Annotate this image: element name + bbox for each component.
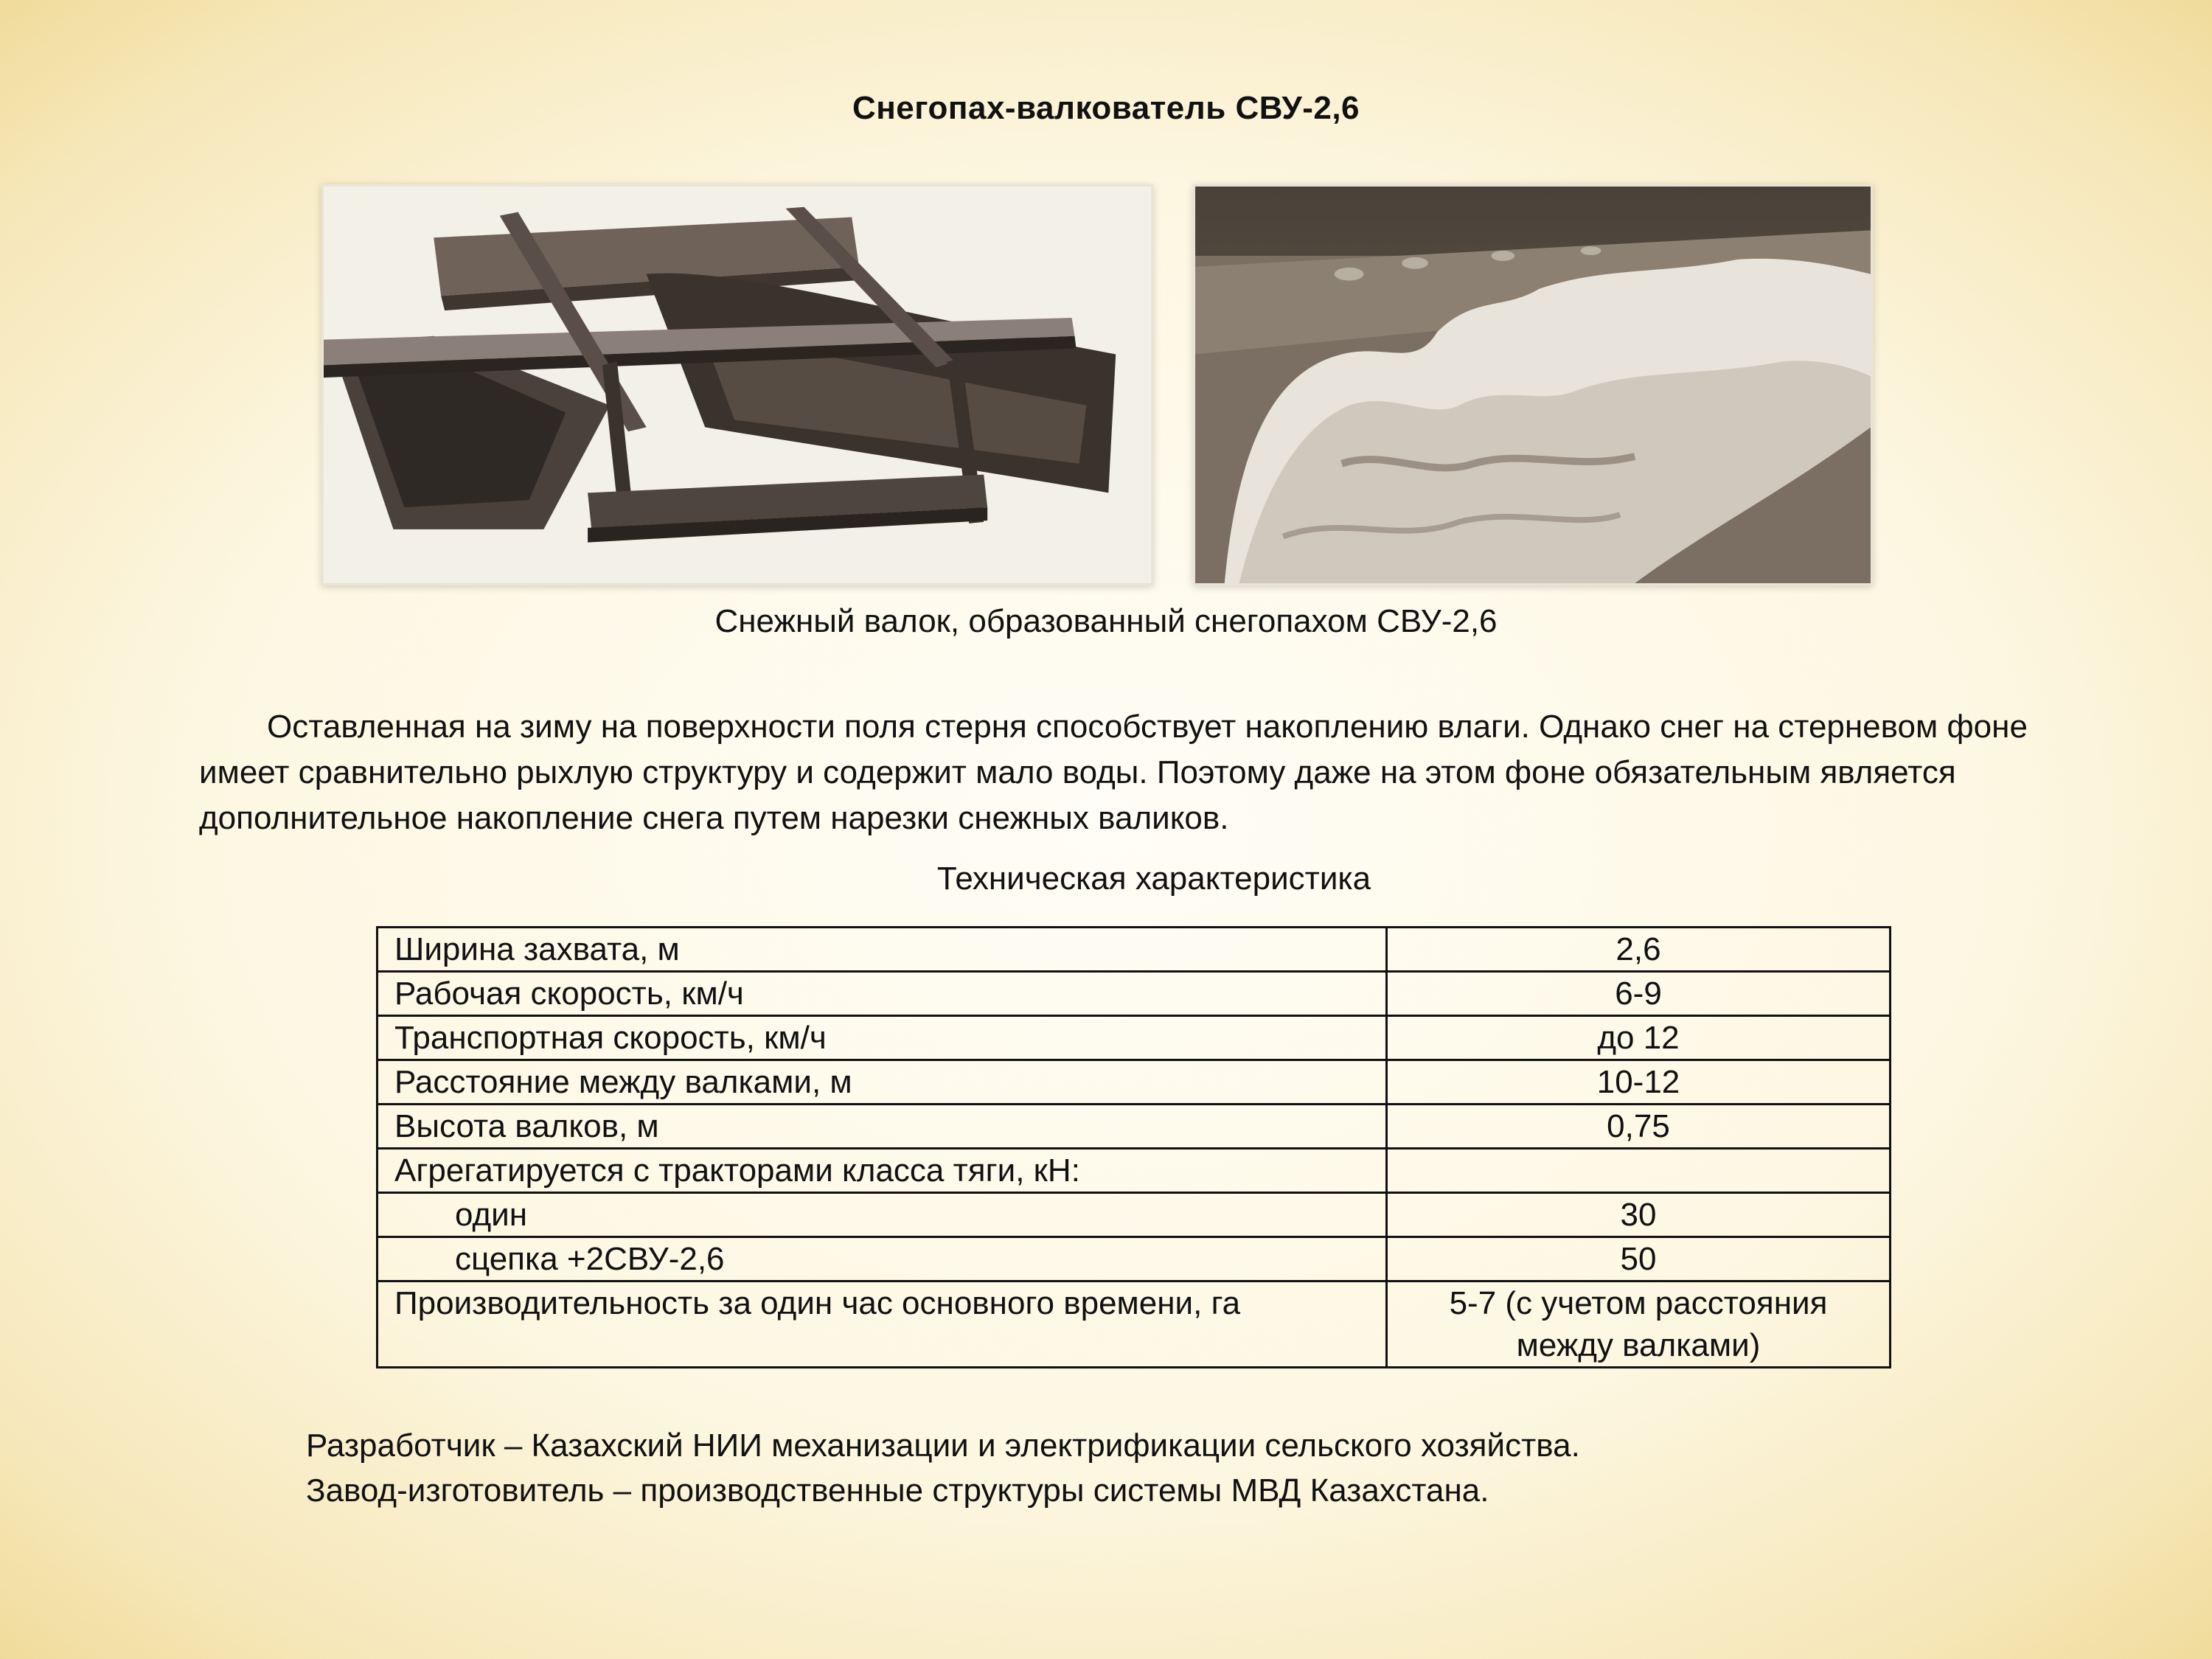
snow-plow-machine-photo xyxy=(321,184,1153,585)
table-row xyxy=(378,1193,1891,1237)
value-cell: 2,6 xyxy=(1387,928,1891,972)
page-title: Снегопах-валкователь СВУ-2,6 xyxy=(852,90,1360,126)
table-row xyxy=(378,1060,1891,1105)
table-row xyxy=(378,1149,1891,1193)
param-cell: Расстояние между валками, м xyxy=(378,1060,1387,1105)
value-cell xyxy=(1387,1149,1891,1193)
description-paragraph xyxy=(199,704,2087,841)
developer-line: Разработчик – Казахский НИИ механизации и электрификации сельского хозяйства. xyxy=(306,1427,1580,1464)
value-cell: 6-9 xyxy=(1387,972,1891,1016)
photo-caption: Снежный валок, образованный снегопахом СВУ-2,6 xyxy=(714,603,1498,639)
table-row xyxy=(378,928,1891,972)
param-cell: сцепка +2СВУ-2,6 xyxy=(378,1237,1387,1281)
value-cell: 5-7 (с учетом расстояния между валками) xyxy=(1387,1281,1891,1368)
table-row xyxy=(378,1237,1891,1281)
param-cell: один xyxy=(378,1193,1387,1237)
value-cell: 0,75 xyxy=(1387,1105,1891,1149)
param-cell: Ширина захвата, м xyxy=(378,928,1387,972)
table-row xyxy=(378,1016,1891,1060)
table-row xyxy=(378,1281,1891,1368)
description-text: Оставленная на зиму на поверхности поля стерня способствует накоплению влаги. Однако снег на стерневом фоне имеет сравнительно рыхлую структуру и содержит мало воды. Поэтому даже на этом фоне обязательным является дополнительное накопление снега путем нарезки снежных валиков. xyxy=(199,709,2028,836)
table-row xyxy=(378,1105,1891,1149)
value-cell: 50 xyxy=(1387,1237,1891,1281)
value-cell: 10-12 xyxy=(1387,1060,1891,1105)
manufacturer-line: Завод-изготовитель – производственные структуры системы МВД Казахстана. xyxy=(306,1472,1489,1509)
footer-credits xyxy=(306,1423,1580,1513)
snow-ridge-field-photo xyxy=(1193,184,1873,585)
param-cell: Агрегатируется с тракторами класса тяги, кН: xyxy=(378,1149,1387,1193)
param-cell: Высота валков, м xyxy=(378,1105,1387,1149)
value-cell: 30 xyxy=(1387,1193,1891,1237)
spec-table xyxy=(376,926,1891,1368)
table-row xyxy=(378,972,1891,1016)
value-cell: до 12 xyxy=(1387,1016,1891,1060)
param-cell: Рабочая скорость, км/ч xyxy=(378,972,1387,1016)
param-cell: Производительность за один час основного времени, га xyxy=(378,1281,1387,1368)
table-title: Техническая характеристика xyxy=(936,860,1371,897)
param-cell: Транспортная скорость, км/ч xyxy=(378,1016,1387,1060)
